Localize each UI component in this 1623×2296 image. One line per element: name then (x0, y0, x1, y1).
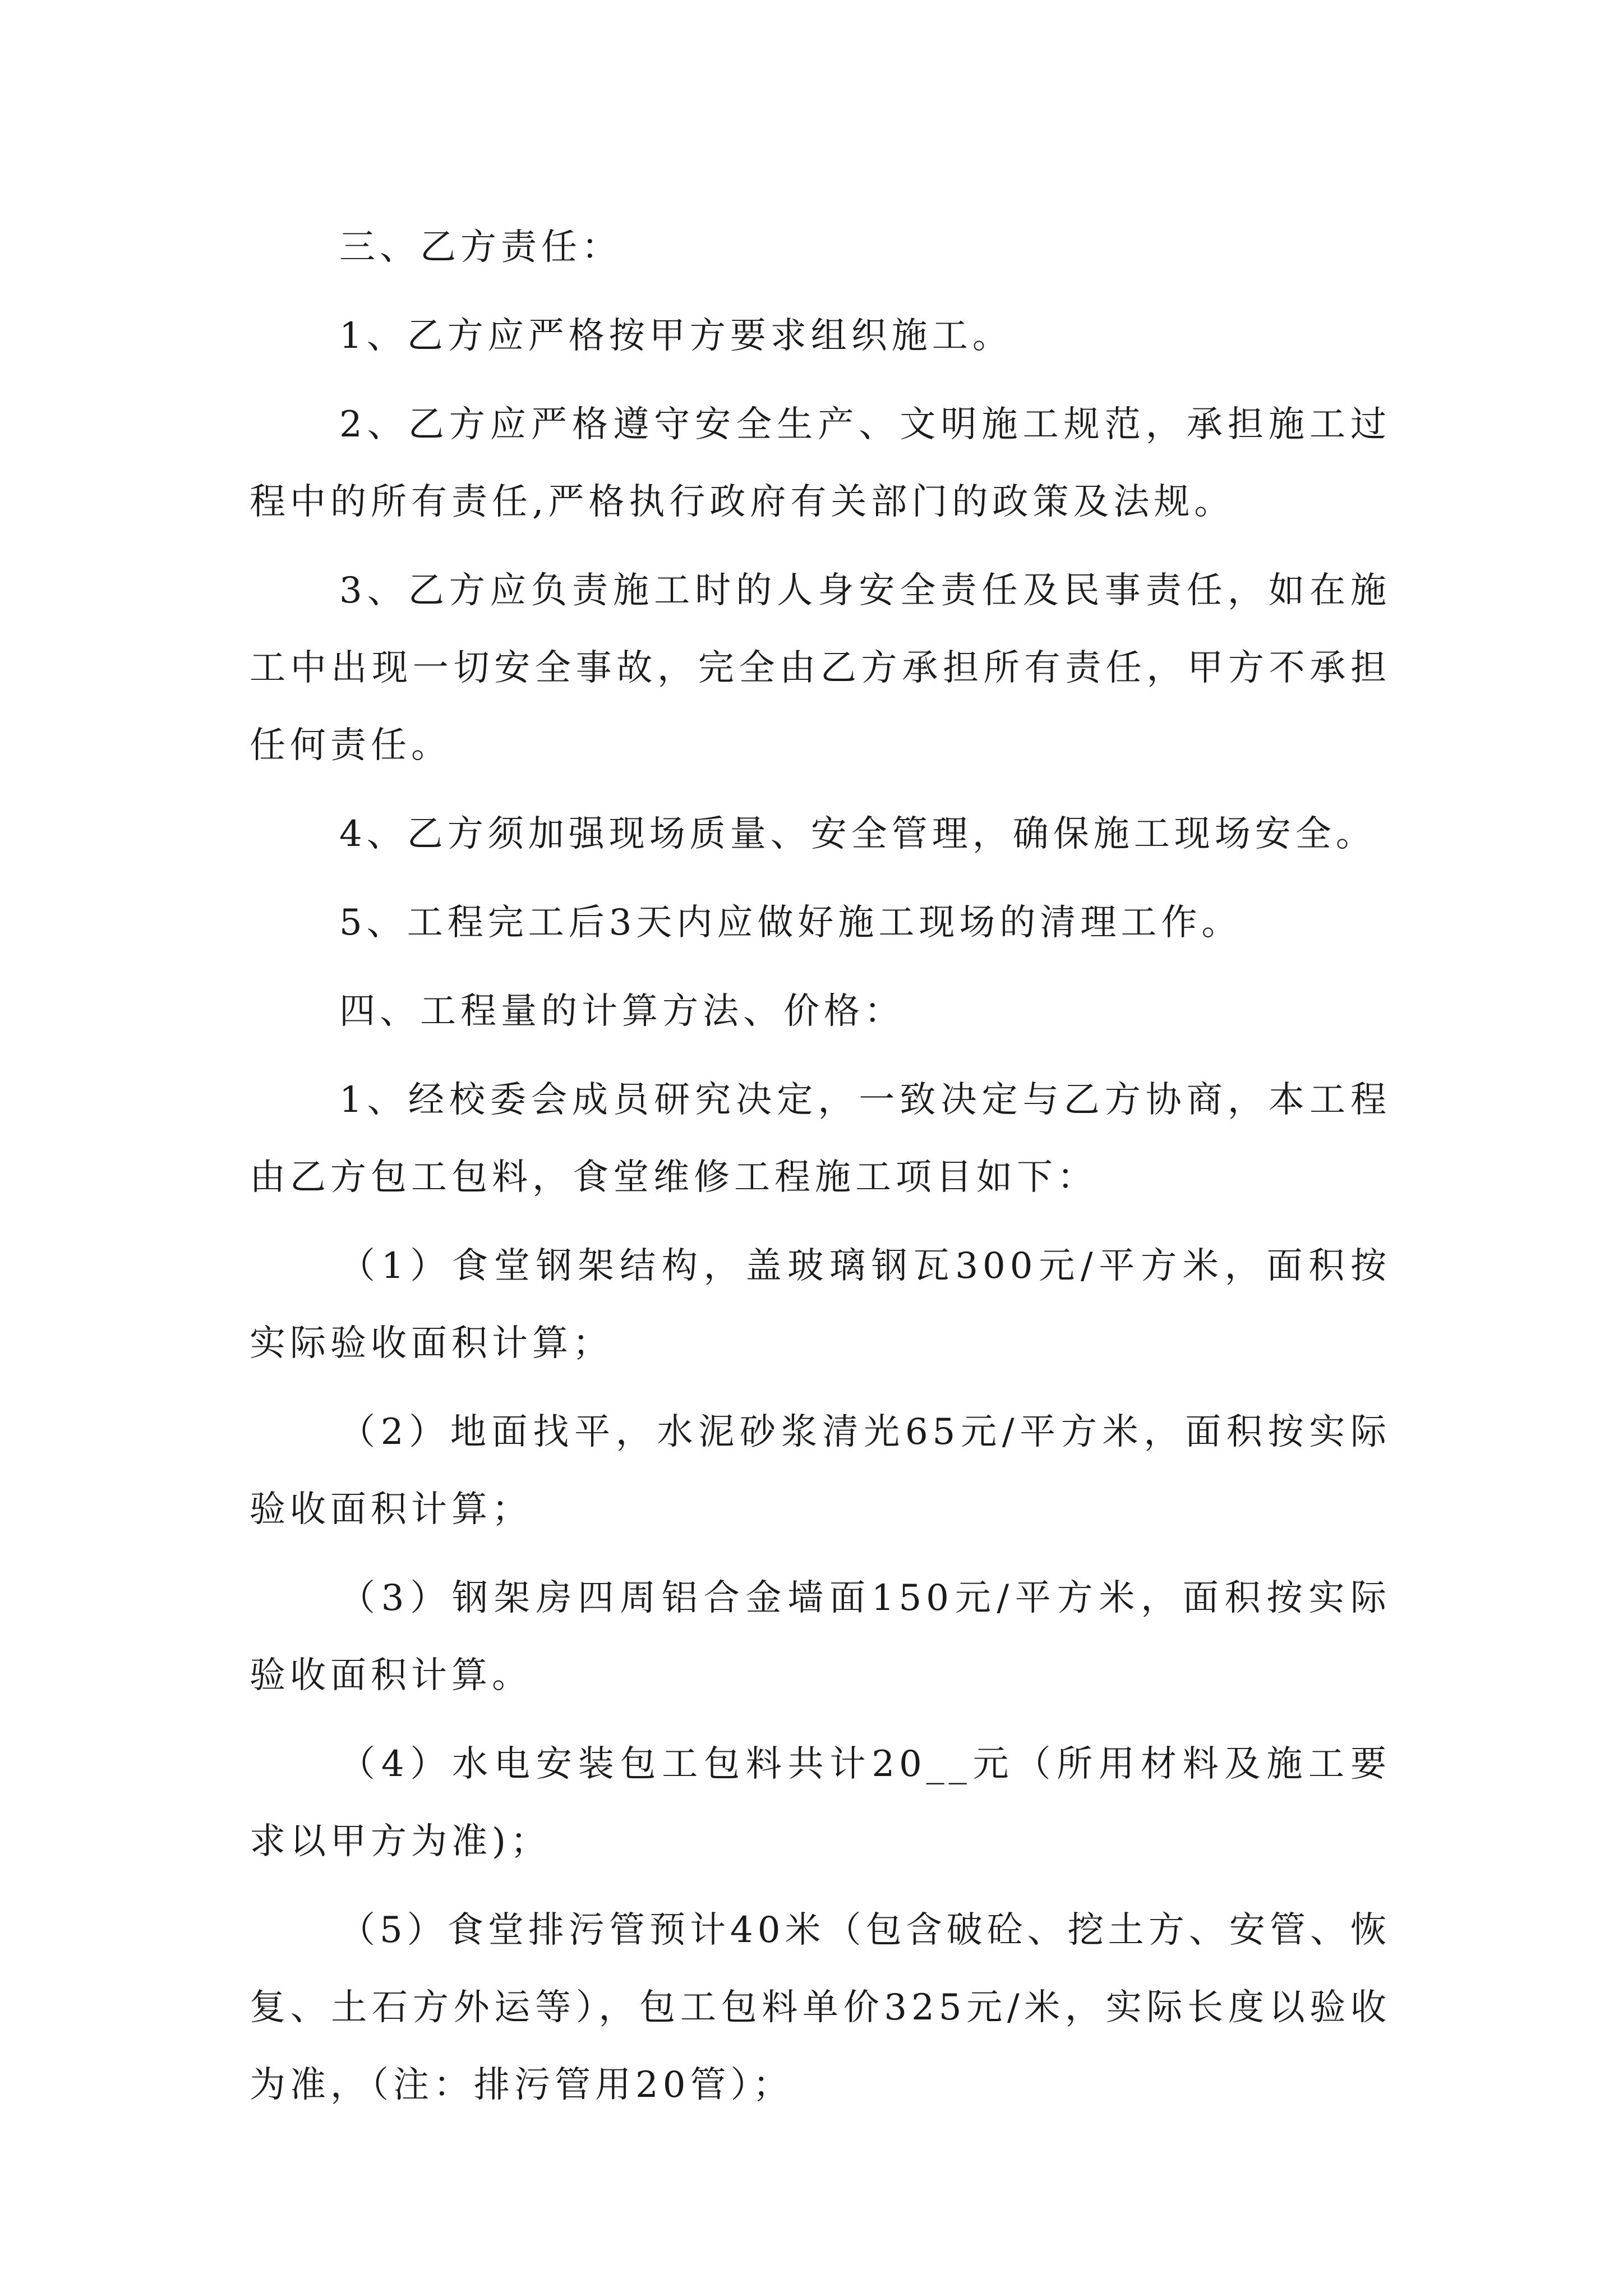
item-4: （4）水电安装包工包料共计20__元（所用材料及施工要求以甲方为准)； (250, 1743, 1391, 1862)
item-2: （2）地面找平，水泥砂浆清光65元/平方米，面积按实际验收面积计算； (250, 1411, 1391, 1530)
section-heading-4: 四、工程量的计算方法、价格： (339, 991, 905, 1032)
paragraph-3-5: 5、工程完工后3天内应做好施工现场的清理工作。 (339, 902, 1242, 944)
item-1: （1）食堂钢架结构，盖玻璃钢瓦300元/平方米，面积按实际验收面积计算； (250, 1245, 1391, 1364)
section-heading-3: 三、乙方责任： (339, 227, 622, 268)
paragraph-3-1: 1、乙方应严格按甲方要求组织施工。 (339, 315, 1013, 357)
paragraph-3-4: 4、乙方须加强现场质量、安全管理，确保施工现场安全。 (339, 813, 1376, 855)
document-body (250, 209, 1391, 2135)
item-3: （3）钢架房四周铝合金墙面150元/平方米，面积按实际验收面积计算。 (250, 1577, 1391, 1696)
paragraph-3-3: 3、乙方应负责施工时的人身安全责任及民事责任，如在施工中出现一切安全事故，完全由乙方承担所有责任，甲方不承担任何责任。 (250, 570, 1391, 766)
item-5: （5）食堂排污管预计40米（包含破砼、挖土方、安管、恢复、土石方外运等），包工包料单价325元/米，实际长度以验收为准，（注：排污管用20管）； (250, 1910, 1391, 2106)
paragraph-4-1: 1、经校委会成员研究决定，一致决定与乙方协商，本工程由乙方包工包料，食堂维修工程施工项目如下： (250, 1079, 1391, 1198)
paragraph-3-2: 2、乙方应严格遵守安全生产、文明施工规范，承担施工过程中的所有责任,严格执行政府有关部门的政策及法规。 (250, 404, 1391, 523)
